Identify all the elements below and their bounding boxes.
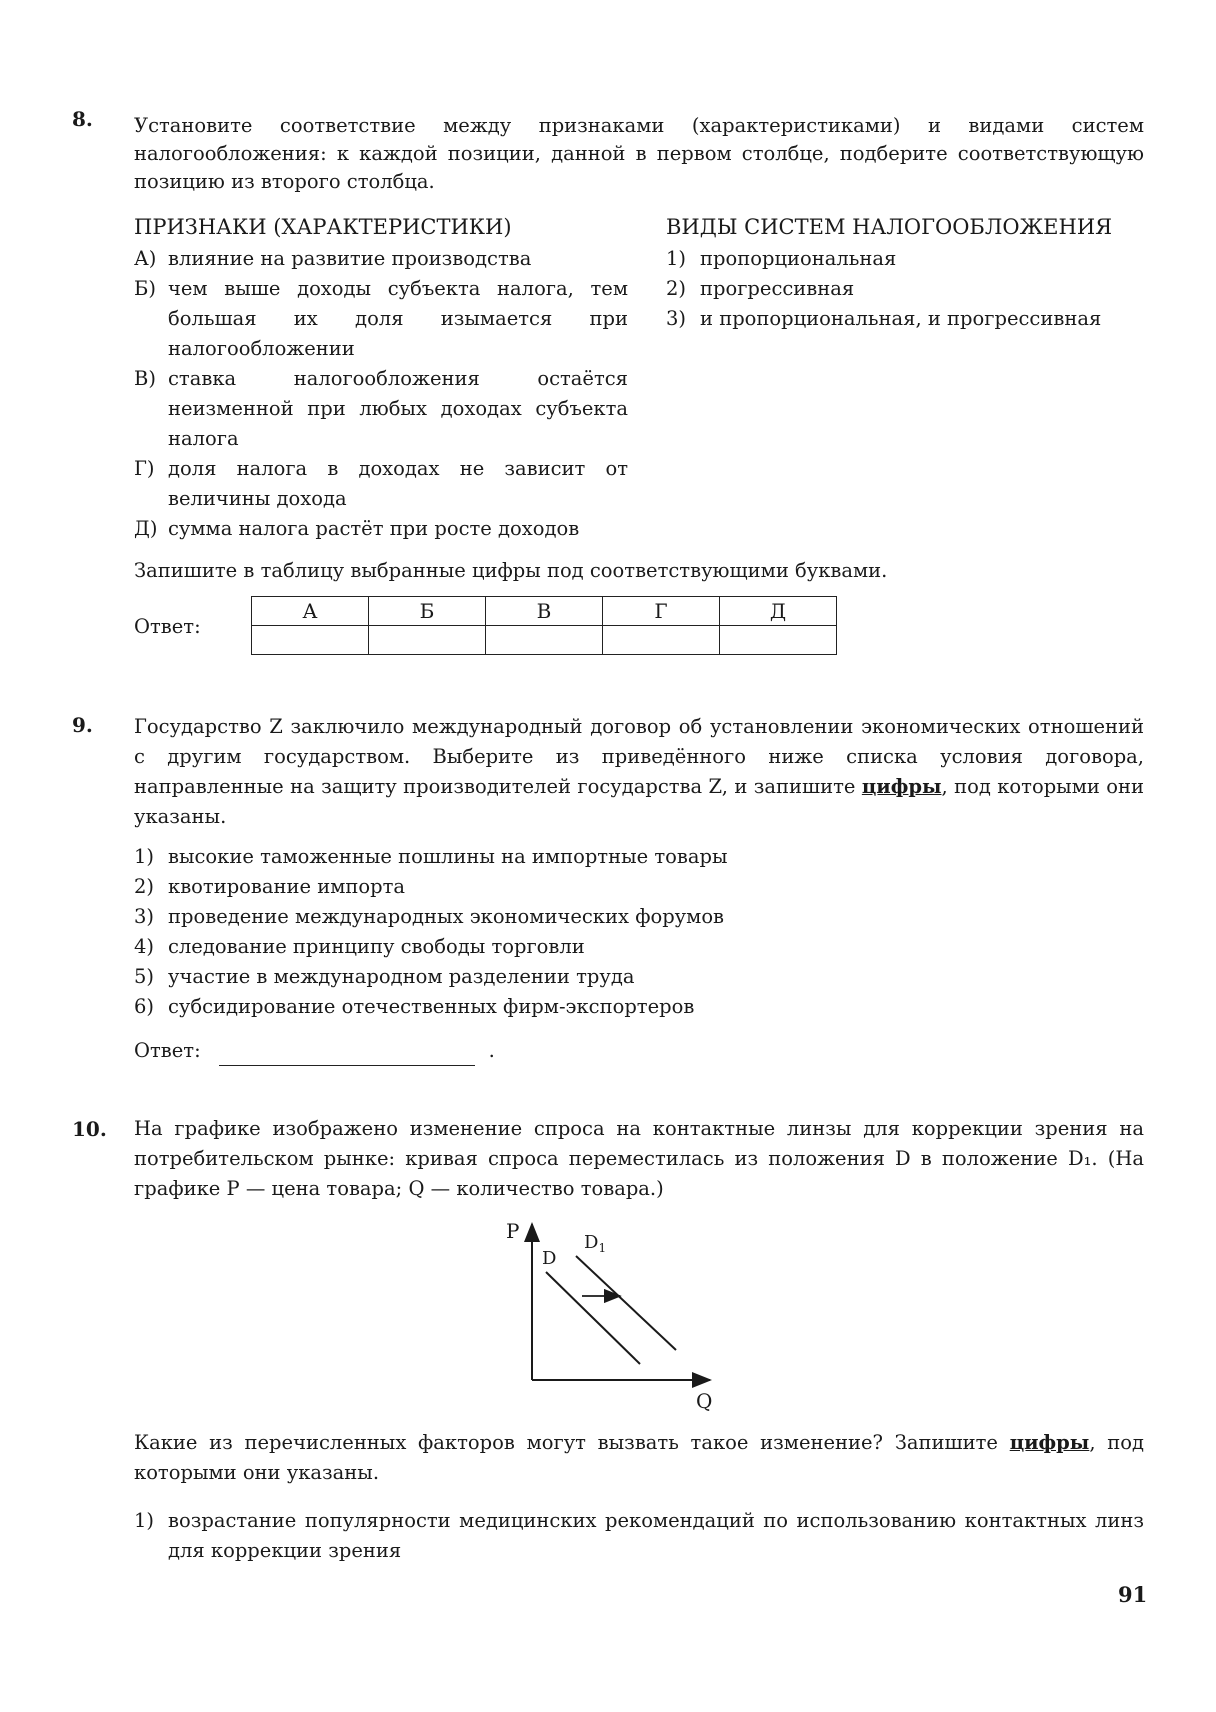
q9-options-list <box>134 842 1134 1022</box>
q8-table-header-b: Б <box>369 597 486 626</box>
q8-left-list <box>134 244 628 544</box>
q10-option-1: 1) возрастание популярности медицинских рекомендаций по использованию контактных линз для коррекции зрения <box>134 1509 1144 1562</box>
q8-answer-table <box>251 596 837 655</box>
question-10-text: На графике изображено изменение спроса на контактные линзы для коррекции зрения на потребительском рынке: кривая спроса переместилась из положения D в положение D₁. (На графике P — цена товара; Q — количество товара.) <box>134 1117 1144 1200</box>
q9-answer-label: Ответ: <box>134 1039 201 1062</box>
q10-question: Какие из перечисленных факторов могут вызвать такое изменение? Запишите цифры, под которыми они указаны. <box>134 1431 1144 1484</box>
q8-type-3: 3) и пропорциональная, и прогрессивная <box>666 307 1102 330</box>
question-10-number: 10. <box>72 1117 107 1141</box>
q8-item-d: Д) сумма налога растёт при росте доходов <box>134 517 580 540</box>
q9-option-2: 2) квотирование импорта <box>134 875 406 898</box>
curve-label-d1: $D_1$ <box>584 1232 607 1255</box>
q8-table-header-v: В <box>486 597 603 626</box>
q8-instruction: Запишите в таблицу выбранные цифры под соответствующими буквами. <box>134 559 888 582</box>
q9-option-3: 3) проведение международных экономических форумов <box>134 905 725 928</box>
q9-answer-row: Ответ: . <box>134 1036 495 1066</box>
q8-right-list <box>666 244 1156 334</box>
q8-answer-cell-d[interactable] <box>720 626 837 655</box>
demand-curve-d1 <box>576 1256 676 1350</box>
q8-answer-cell-v[interactable] <box>486 626 603 655</box>
question-8-number: 8. <box>72 107 93 131</box>
q10-options-list <box>134 1506 1144 1566</box>
q8-left-heading: ПРИЗНАКИ (ХАРАКТЕРИСТИКИ) <box>134 215 512 239</box>
y-axis-label: P <box>506 1219 520 1243</box>
q8-type-2: 2) прогрессивная <box>666 277 855 300</box>
q8-item-b: Б) чем выше доходы субъекта налога, тем большая их доля изымается при налогообложении <box>134 277 628 360</box>
q9-option-4: 4) следование принципу свободы торговли <box>134 935 585 958</box>
q9-answer-field[interactable] <box>219 1043 475 1066</box>
q8-table-header-g: Г <box>603 597 720 626</box>
q8-type-1: 1) пропорциональная <box>666 247 897 270</box>
curve-label-d: D <box>542 1248 557 1269</box>
demand-shift-graph <box>500 1216 730 1416</box>
q8-right-heading: ВИДЫ СИСТЕМ НАЛОГООБЛОЖЕНИЯ <box>666 215 1113 239</box>
q8-item-g: Г) доля налога в доходах не зависит от величины дохода <box>134 457 628 510</box>
q9-option-6: 6) субсидирование отечественных фирм-экспортеров <box>134 995 695 1018</box>
q10-digits-emphasis: цифры <box>1009 1431 1090 1454</box>
q9-option-5: 5) участие в международном разделении труда <box>134 965 635 988</box>
question-9-text: Государство Z заключило международный договор об установлении экономических отношений с другим государством. Выберите из приведённого ниже списка условия договора, направленные на защиту производителей государства Z, и запишите цифры, под которыми они указаны. <box>134 715 1144 828</box>
q8-item-v: В) ставка налогообложения остаётся неизменной при любых доходах субъекта налога <box>134 367 628 450</box>
q8-answer-cell-g[interactable] <box>603 626 720 655</box>
x-axis-label: Q <box>696 1389 713 1413</box>
q8-answer-cell-b[interactable] <box>369 626 486 655</box>
q8-table-header-a: А <box>252 597 369 626</box>
question-8-text: Установите соответствие между признаками (характеристиками) и видами систем налогообложения: к каждой позиции, данной в первом столбце, подберите соответствующую позицию из второго столбца. <box>134 114 1144 193</box>
q8-answer-cell-a[interactable] <box>252 626 369 655</box>
q9-digits-emphasis: цифры <box>861 775 942 798</box>
q8-answer-label: Ответ: <box>134 615 201 638</box>
q8-table-header-d: Д <box>720 597 837 626</box>
question-9-number: 9. <box>72 713 93 737</box>
page-number: 91 <box>1118 1582 1148 1607</box>
q8-item-a: А) влияние на развитие производства <box>134 247 532 270</box>
q9-option-1: 1) высокие таможенные пошлины на импортные товары <box>134 845 728 868</box>
demand-curve-d <box>546 1272 640 1364</box>
